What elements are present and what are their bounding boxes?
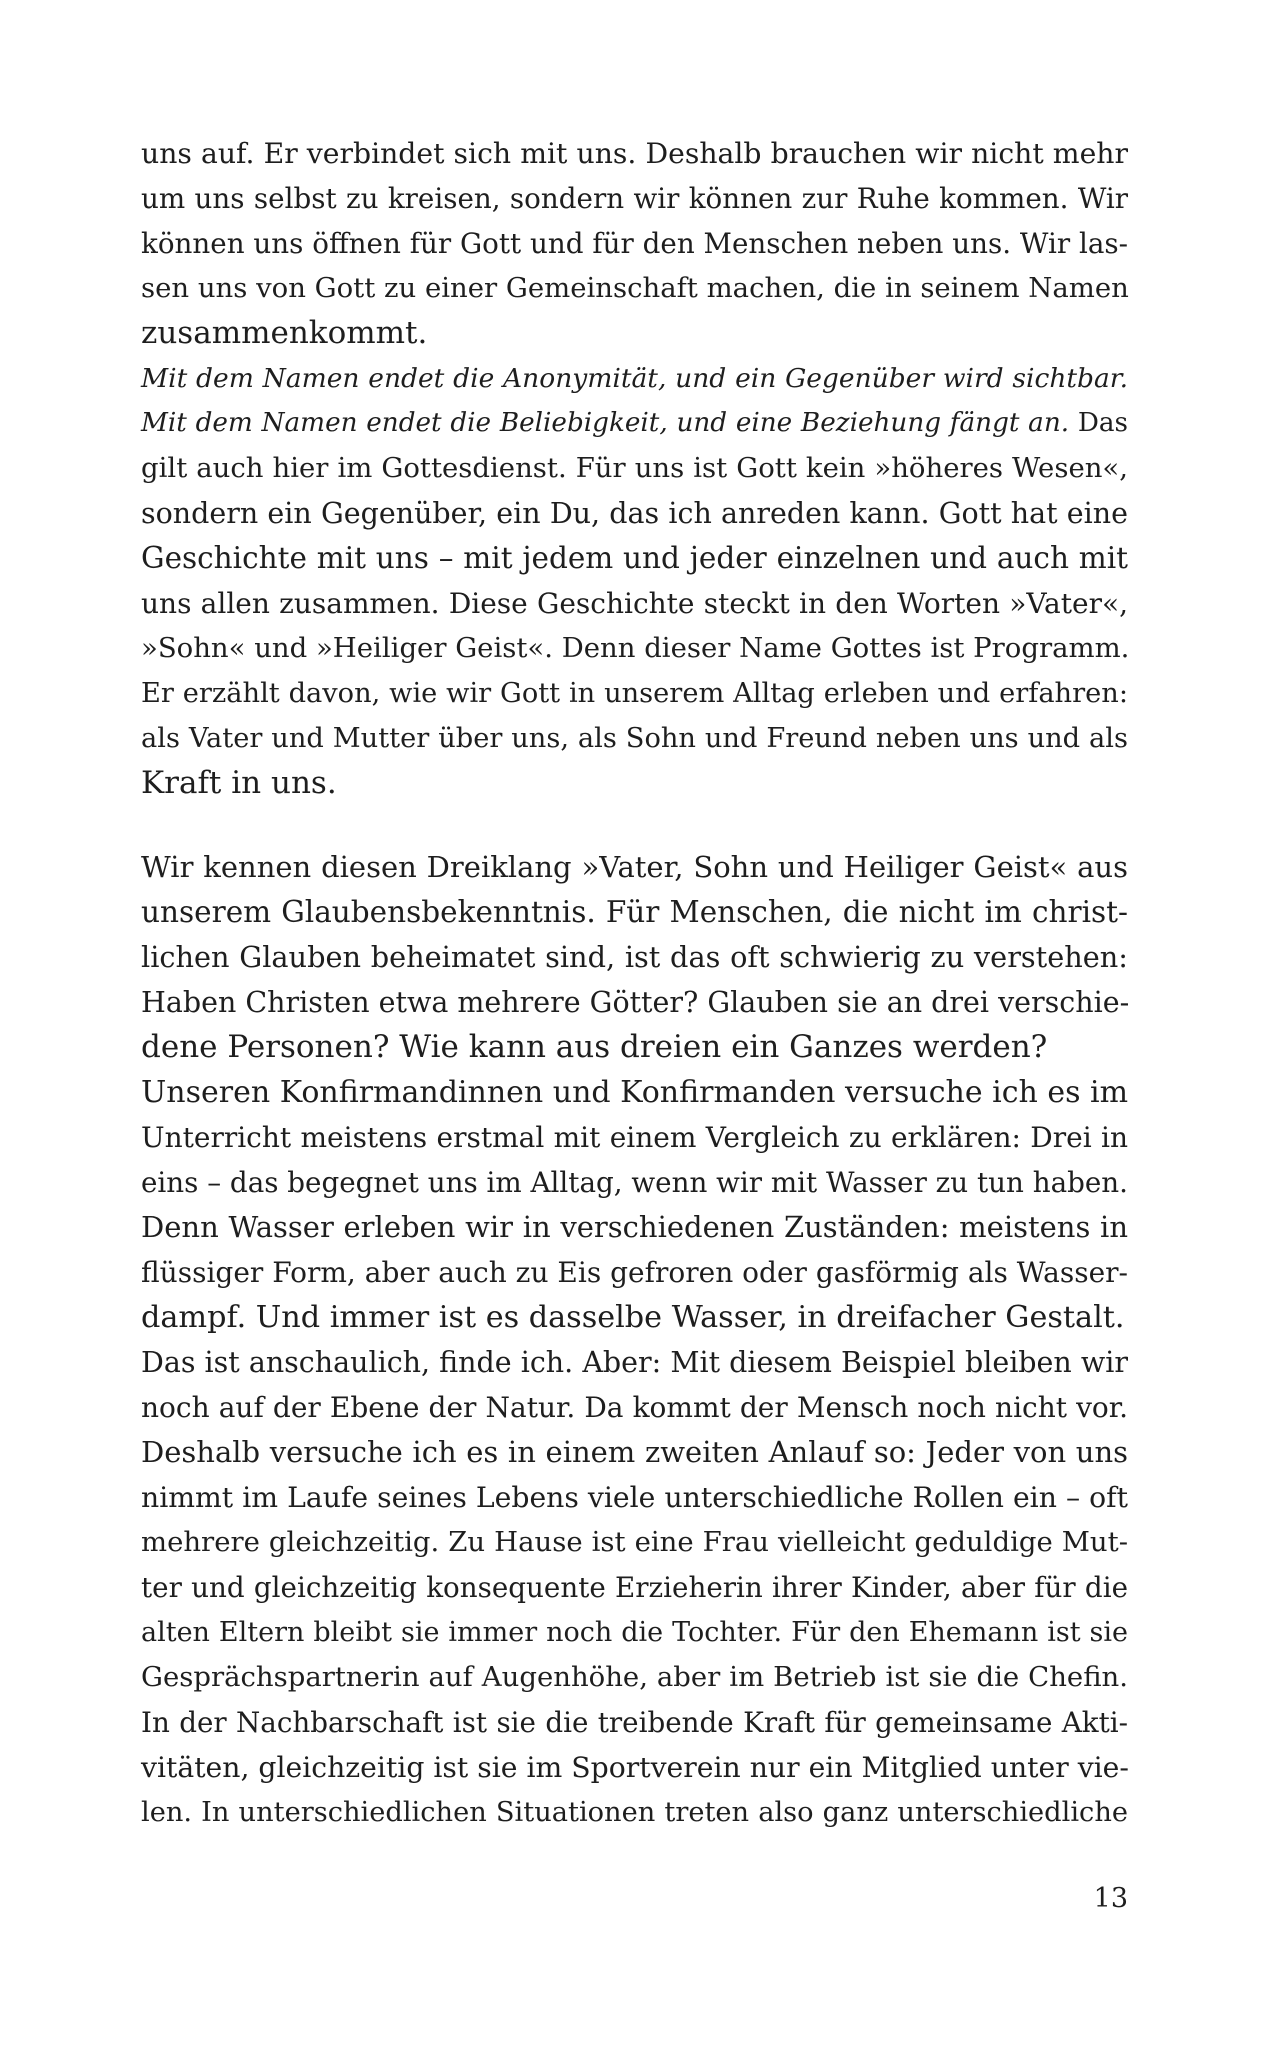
text-line: als Vater und Mutter über uns, als Sohn und Freund neben uns und als bbox=[141, 723, 1128, 754]
text-line: Geschichte mit uns – mit jedem und jeder einzelnen und auch mit bbox=[141, 541, 1128, 575]
text-line: Denn Wasser erleben wir in verschiedenen Zuständen: meistens in bbox=[141, 1210, 1128, 1244]
line-tail: Das bbox=[1069, 408, 1128, 438]
text-line: len. In unterschiedlichen Situationen treten also ganz unterschiedliche bbox=[141, 1797, 1128, 1828]
text-line: Deshalb versuche ich es in einem zweiten Anlauf so: Jeder von uns bbox=[141, 1435, 1128, 1469]
text-line: vitäten, gleichzeitig ist sie im Sportverein nur ein Mitglied unter vie- bbox=[141, 1751, 1129, 1784]
text-line: Haben Christen etwa mehrere Götter? Glauben sie an drei verschie- bbox=[141, 986, 1130, 1019]
text-block-top bbox=[141, 131, 1128, 806]
paragraph-5 bbox=[141, 1340, 1128, 1835]
text-line: sen uns von Gott zu einer Gemeinschaft machen, die in seinem Namen bbox=[141, 272, 1129, 304]
text-line: eins – das begegnet uns im Alltag, wenn wir mit Wasser zu tun haben. bbox=[141, 1166, 1128, 1199]
text-line: Das ist anschaulich, finde ich. Aber: Mit diesem Beispiel bleiben wir bbox=[141, 1346, 1128, 1379]
text-line: sondern ein Gegenüber, ein Du, das ich anreden kann. Gott hat eine bbox=[141, 497, 1128, 530]
italic-phrase: Mit dem Namen endet die Beliebigkeit, und eine Beziehung fängt an. bbox=[141, 408, 1070, 438]
paragraph-2 bbox=[141, 356, 1128, 806]
text-line: mehrere gleichzeitig. Zu Hause ist eine Frau vielleicht geduldige Mut- bbox=[141, 1526, 1128, 1558]
paragraph-4 bbox=[141, 1070, 1128, 1340]
text-line: um uns selbst zu kreisen, sondern wir können zur Ruhe kommen. Wir bbox=[141, 182, 1128, 215]
text-line: alten Eltern bleibt sie immer noch die Tochter. Für den Ehemann ist sie bbox=[141, 1617, 1128, 1648]
text-line: »Sohn« und »Heiliger Geist«. Denn dieser Name Gottes ist Programm. bbox=[141, 632, 1130, 664]
italic-line: Mit dem Namen endet die Anonymität, und ein Gegenüber wird sichtbar. bbox=[141, 363, 1128, 394]
text-line: uns allen zusammen. Diese Geschichte steckt in den Worten »Vater«, bbox=[141, 587, 1128, 620]
text-line: dampf. Und immer ist es dasselbe Wasser, in dreifacher Gestalt. bbox=[141, 1300, 1125, 1335]
mixed-line bbox=[141, 401, 1128, 446]
text-line: nimmt im Laufe seines Lebens viele unterschiedliche Rollen ein – oft bbox=[141, 1481, 1128, 1514]
text-line: Kraft in uns. bbox=[141, 765, 337, 801]
text-line: In der Nachbarschaft ist sie die treibende Kraft für gemeinsame Akti- bbox=[141, 1706, 1128, 1739]
text-line: noch auf der Ebene der Natur. Da kommt der Mensch noch nicht vor. bbox=[141, 1391, 1128, 1424]
text-line: flüssiger Form, aber auch zu Eis gefroren oder gasförmig als Wasser- bbox=[141, 1256, 1128, 1289]
text-line: zusammenkommt. bbox=[141, 315, 428, 351]
text-line: Unseren Konfirmandinnen und Konfirmanden versuche ich es im bbox=[141, 1075, 1129, 1110]
text-line: unserem Glaubensbekenntnis. Für Menschen, die nicht im christ- bbox=[141, 895, 1128, 929]
paragraph-1 bbox=[141, 131, 1128, 356]
page-number: 13 bbox=[1093, 1883, 1128, 1914]
text-line: Unterricht meistens erstmal mit einem Vergleich zu erklären: Drei in bbox=[141, 1121, 1128, 1154]
text-line: uns auf. Er verbindet sich mit uns. Deshalb brauchen wir nicht mehr bbox=[141, 137, 1128, 170]
text-line: können uns öffnen für Gott und für den Menschen neben uns. Wir las- bbox=[141, 227, 1128, 260]
text-line: Gesprächspartnerin auf Augenhöhe, aber im Betrieb ist sie die Chefin. bbox=[141, 1661, 1128, 1693]
text-line: Wir kennen diesen Dreiklang »Vater, Sohn und Heiliger Geist« aus bbox=[141, 850, 1128, 884]
text-line: gilt auch hier im Gottesdienst. Für uns ist Gott kein »höheres Wesen«, bbox=[141, 452, 1128, 484]
text-block-bottom bbox=[141, 845, 1128, 1835]
text-line: dene Personen? Wie kann aus dreien ein Ganzes werden? bbox=[141, 1029, 1048, 1065]
text-line: lichen Glauben beheimatet sind, ist das oft schwierig zu verstehen: bbox=[141, 940, 1128, 974]
text-line: ter und gleichzeitig konsequente Erzieherin ihrer Kinder, aber für die bbox=[141, 1571, 1128, 1604]
paragraph-3 bbox=[141, 845, 1128, 1070]
text-line: Er erzählt davon, wie wir Gott in unserem Alltag erleben und erfahren: bbox=[141, 678, 1128, 709]
